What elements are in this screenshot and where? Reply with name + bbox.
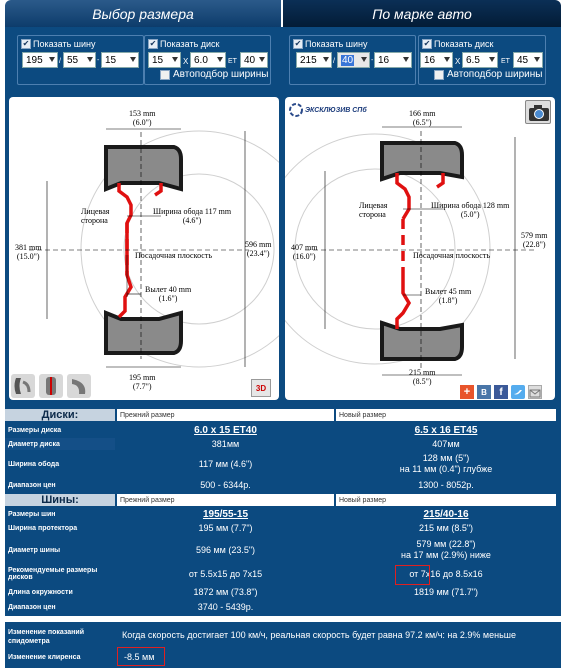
tire-diameter-old: 596 мм (23.5") <box>195 544 256 555</box>
show-rim-label: Показать диск <box>160 39 220 49</box>
tire-diameter-label: Диаметр шины <box>8 546 61 554</box>
recommended-rims-old: от 5.5x15 до 7x15 <box>188 568 263 579</box>
disks-new-label: Новый размер <box>336 409 556 421</box>
tab-bar <box>5 0 561 27</box>
dropdown-arrow-icon <box>87 57 93 62</box>
dim-inch: (15.0") <box>16 252 40 261</box>
disk-diameter-label: Диаметр диска <box>5 438 115 450</box>
checkbox-checked-icon[interactable]: ✔ <box>149 39 157 48</box>
disk-price-label: Диапазон цен <box>8 481 56 489</box>
3d-view-icon[interactable]: 3D <box>251 379 271 397</box>
rim-width-dimension <box>431 201 509 219</box>
et-label: ET <box>501 58 510 65</box>
dim-mm: 166 mm <box>409 109 436 118</box>
select-value: 40 <box>342 54 354 66</box>
disk-size-old[interactable] <box>117 423 334 437</box>
separator-dash: - <box>97 57 100 64</box>
select-value: 40 <box>244 54 256 66</box>
tread-width-label: Ширина протектора <box>8 524 78 532</box>
dim-inch: (5.0") <box>460 210 480 219</box>
dim-text: Ширина обода 117 mm <box>153 207 232 216</box>
select-value: 15 <box>152 54 164 66</box>
auto-width-label: Автоподбор ширины <box>173 69 269 80</box>
left-rim-width-select[interactable] <box>190 52 226 68</box>
tire-price-new <box>336 600 556 614</box>
right-rim-et-select[interactable] <box>513 52 543 68</box>
rim-width-old: 117 мм (4.6") <box>198 458 253 469</box>
separator-slash: / <box>59 58 61 65</box>
recommended-rims-label: Рекомендуемые размеры дисков <box>8 567 98 581</box>
tab-by-car-brand[interactable] <box>283 0 561 27</box>
dropdown-arrow-icon <box>49 57 55 62</box>
circumference-old: 1872 мм (73.8") <box>193 586 258 597</box>
tire-price-old: 3740 - 5439р. <box>197 601 254 612</box>
rim-view-icon[interactable] <box>39 374 63 398</box>
dropdown-arrow-icon <box>489 57 495 62</box>
right-rim-diameter-select[interactable] <box>420 52 453 68</box>
checkbox-checked-icon[interactable]: ✔ <box>423 39 431 48</box>
dim-text: Ширина обода 128 mm <box>431 201 510 210</box>
dim-mm: 407 mm <box>291 243 318 252</box>
offset-dimension <box>145 285 191 303</box>
face-side-label: Лицевая сторона <box>81 207 110 225</box>
separator-x: X <box>455 57 461 66</box>
tread-width-old: 195 мм (7.7") <box>198 522 253 533</box>
dim-inch: (6.0") <box>132 118 152 127</box>
bottom-width-dimension <box>129 373 155 391</box>
circumference-label: Длина окружности <box>8 588 73 596</box>
clearance-label: Изменение клиренса <box>8 653 81 661</box>
highlight-box <box>117 647 165 666</box>
tire-size-new[interactable] <box>336 508 556 520</box>
left-auto-width[interactable] <box>160 69 268 80</box>
dropdown-arrow-icon <box>444 57 450 62</box>
tread-width-new: 215 мм (8.5") <box>418 522 474 533</box>
left-show-tire[interactable] <box>21 38 95 50</box>
rim-width-label: Ширина обода <box>8 460 60 468</box>
face-side-label: Лицевая сторона <box>359 201 388 219</box>
show-rim-label: Показать диск <box>434 39 494 49</box>
disks-header: Диски: <box>5 409 115 421</box>
disk-diameter-old: 381мм <box>211 438 240 449</box>
bottom-width-dimension <box>409 368 435 386</box>
dim-mm: 579 mm <box>521 231 548 240</box>
old-wheel-drawing <box>9 97 279 400</box>
dropdown-arrow-icon <box>323 57 329 62</box>
dim-mm: 195 mm <box>129 373 156 382</box>
dropdown-arrow-icon <box>259 57 265 62</box>
dim-inch: (22.8") <box>522 240 546 249</box>
clearance-value: -8.5 мм <box>124 652 155 662</box>
show-tire-label: Показать шину <box>33 39 96 49</box>
select-value: 16 <box>424 54 436 66</box>
select-value: 6.5 <box>466 54 480 66</box>
tab-size-selection[interactable] <box>5 0 281 27</box>
camera-shape-icon <box>526 101 552 125</box>
separator-x: X <box>183 57 189 66</box>
mount-plane-label: Посадочная плоскость <box>135 251 212 260</box>
facebook-icon[interactable]: f <box>494 385 508 399</box>
bird-icon <box>511 385 525 399</box>
left-tire-width-select[interactable] <box>22 52 58 68</box>
disk-size-new[interactable] <box>336 423 556 437</box>
et-label: ET <box>228 58 237 65</box>
speedometer-text: Когда скорость достигает 100 км/ч, реальная скорость будет равна 97.2 км/ч: на 2.9% меньше <box>122 630 516 640</box>
tire-view-icon[interactable] <box>11 374 35 398</box>
separator-dash: - <box>371 57 374 64</box>
dim-inch: (1.6") <box>158 294 178 303</box>
offset-dimension <box>425 287 471 305</box>
rim-width-new-delta: на 11 мм (0.4") глубже <box>399 464 493 474</box>
tire-size-label: Размеры шин <box>8 510 56 518</box>
brand-logo <box>289 103 367 117</box>
outer-diameter-dimension <box>521 231 547 249</box>
tire-diameter-new <box>336 537 556 563</box>
tire-size-old-link[interactable]: 195/55-15 <box>202 508 249 520</box>
share-plus-icon[interactable]: + <box>460 385 474 399</box>
dim-mm: 381 mm <box>15 243 42 252</box>
right-tire-width-select[interactable] <box>296 52 332 68</box>
rim-width-new <box>336 451 556 477</box>
logo-swirl-icon <box>289 103 303 117</box>
outer-diameter-dimension <box>245 240 271 258</box>
recommended-rims-new: от 7x16 до 8.5x16 <box>409 568 483 579</box>
checkbox-unchecked-icon[interactable] <box>434 70 444 80</box>
tire-size-old[interactable] <box>117 508 334 520</box>
profile-view-icon[interactable] <box>67 374 91 398</box>
email-icon[interactable] <box>528 385 542 399</box>
highlight-box <box>395 565 430 585</box>
tire-diameter-new-delta: на 17 мм (2.9%) ниже <box>401 550 491 560</box>
dim-text: Вылет 45 mm <box>425 287 472 296</box>
tires-new-label: Новый размер <box>336 494 556 506</box>
separator-slash: / <box>333 58 335 65</box>
tire-shape-icon <box>11 374 35 398</box>
disk-size-new-link[interactable]: 6.5 x 16 ET45 <box>414 424 478 436</box>
rim-width-dimension <box>153 207 231 225</box>
tire-price-label: Диапазон цен <box>8 603 56 611</box>
tires-old-label: Прежний размер <box>117 494 334 506</box>
top-width-dimension <box>409 109 435 127</box>
checkbox-unchecked-icon[interactable] <box>160 70 170 80</box>
dropdown-arrow-icon <box>361 57 367 62</box>
right-show-tire[interactable] <box>293 38 367 50</box>
dim-inch: (1.8") <box>438 296 458 305</box>
select-value: 16 <box>378 54 390 66</box>
select-value: 195 <box>26 54 43 66</box>
select-value: 15 <box>105 54 117 66</box>
height-dimension <box>15 243 41 261</box>
vk-icon[interactable]: B <box>477 385 491 399</box>
disk-size-old-link[interactable]: 6.0 x 15 ET40 <box>194 424 257 436</box>
dropdown-arrow-icon <box>217 57 223 62</box>
disks-old-label: Прежний размер <box>117 409 334 421</box>
right-show-rim[interactable] <box>422 38 493 50</box>
logo-text: ЭКСКЛЮЗИВ СПб <box>305 106 367 114</box>
tire-diameter-new-value: 579 мм (22.8") <box>416 539 476 549</box>
dropdown-arrow-icon <box>130 57 136 62</box>
circumference-new: 1819 мм (71.7") <box>413 586 479 597</box>
auto-width-label: Автоподбор ширины <box>447 69 543 80</box>
checkbox-checked-icon[interactable]: ✔ <box>22 39 30 48</box>
dim-inch: (23.4") <box>246 249 270 258</box>
left-tire-profile-select[interactable] <box>63 52 96 68</box>
tire-size-new-link[interactable]: 215/40-16 <box>423 508 469 520</box>
camera-icon[interactable] <box>525 100 551 124</box>
tires-header: Шины: <box>5 494 115 506</box>
select-value: 215 <box>300 54 317 66</box>
right-tire-profile-select[interactable] <box>337 52 370 68</box>
rim-width-new-value: 128 мм (5") <box>422 453 470 463</box>
wheel-cross-section-diagram <box>9 97 279 400</box>
dim-mm: 215 mm <box>409 368 436 377</box>
dropdown-arrow-icon <box>403 57 409 62</box>
dim-inch: (8.5") <box>412 377 432 386</box>
profile-shape-icon <box>67 374 91 398</box>
wheel-cross-section-diagram <box>285 97 555 400</box>
left-tire-diameter-select[interactable] <box>101 52 139 68</box>
speedometer-label: Изменение показаний спидометра <box>8 629 84 645</box>
right-rim-width-select[interactable] <box>462 52 498 68</box>
new-wheel-drawing <box>285 97 555 400</box>
height-dimension <box>291 243 317 261</box>
select-value: 6.0 <box>194 54 208 66</box>
left-show-rim[interactable] <box>148 38 219 50</box>
dim-mm: 596 mm <box>245 240 272 249</box>
dim-inch: (16.0") <box>292 252 316 261</box>
disk-size-label: Размеры диска <box>8 426 62 434</box>
checkbox-checked-icon[interactable]: ✔ <box>294 39 302 48</box>
disk-diameter-new: 407мм <box>432 438 460 449</box>
left-rim-diameter-select[interactable] <box>148 52 181 68</box>
right-auto-width[interactable] <box>434 69 542 80</box>
rim-shape-icon <box>39 374 63 398</box>
select-value: 45 <box>517 54 529 66</box>
select-value: 55 <box>67 54 79 66</box>
disk-price-old: 500 - 6344р. <box>200 479 251 490</box>
dropdown-arrow-icon <box>172 57 178 62</box>
dim-inch: (4.6") <box>182 216 202 225</box>
dim-mm: 153 mm <box>129 109 156 118</box>
tab-label: По марке авто <box>372 5 472 22</box>
top-width-dimension <box>129 109 155 127</box>
dim-inch: (6.5") <box>412 118 432 127</box>
twitter-icon[interactable] <box>511 385 525 399</box>
right-tire-diameter-select[interactable] <box>374 52 412 68</box>
show-tire-label: Показать шину <box>305 39 368 49</box>
envelope-icon <box>529 387 541 399</box>
mount-plane-label: Посадочная плоскость <box>413 251 490 260</box>
left-rim-et-select[interactable] <box>240 52 268 68</box>
dropdown-arrow-icon <box>534 57 540 62</box>
tab-label: Выбор размера <box>92 5 194 22</box>
dim-text: Вылет 40 mm <box>145 285 192 294</box>
dim-inch: (7.7") <box>132 382 152 391</box>
disk-price-new: 1300 - 8052р. <box>418 479 474 490</box>
